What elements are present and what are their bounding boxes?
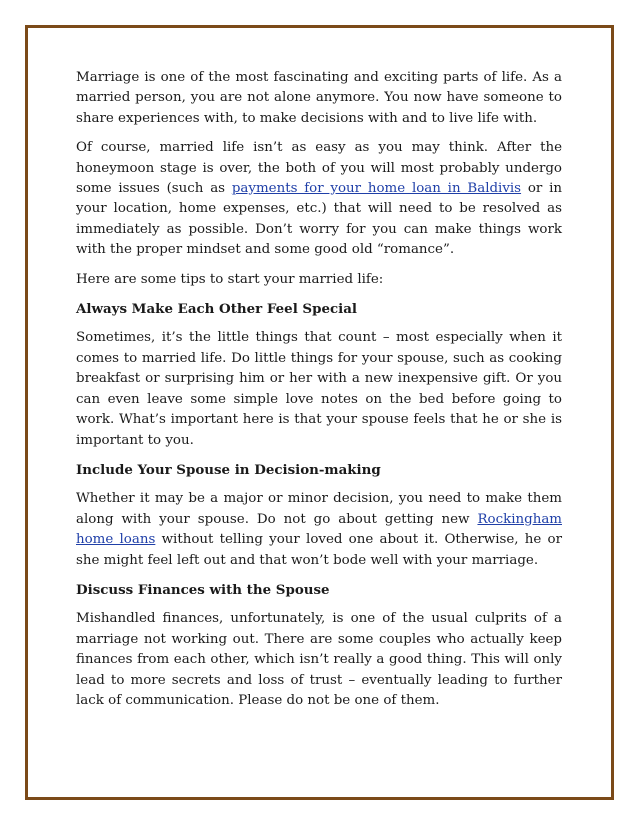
heading-feel-special: Always Make Each Other Feel Special xyxy=(76,301,357,318)
feel-special-paragraph: Sometimes, it’s the little things that count – most especially when it comes to married life. Do little things for your spouse, such as cooking breakfast or surprising him or her with a new inexpensive gift. Or you can even leave some simple love notes on the bed before going to work. What’s important here is that your spouse feels that he or she is important to you. xyxy=(76,330,562,448)
baldivis-home-loan-link[interactable]: payments for your home loan in Baldivis xyxy=(231,181,522,197)
heading-finances: Discuss Finances with the Spouse xyxy=(76,581,330,598)
finances-paragraph: Mishandled finances, unfortunately, is one of the usual culprits of a marriage not working out. There are some couples who actually keep finances from each other, which isn’t really a good thing. This will only lead to more secrets and loss of trust – eventually leading to further lack of communication. Please do not be one of them. xyxy=(76,611,562,708)
honeymoon-text-end: or in your location, home expenses, etc.) that will need to be resolved as immediately as possible. Don’t worry for you can make things work with the proper mindset and some good old “romance”. xyxy=(76,181,562,258)
heading-decision-making: Include Your Spouse in Decision-making xyxy=(76,461,381,478)
honeymoon-text-start: Of course, married life isn’t as easy as you may think. After the honeymoon stage is over, the both of you will most probably undergo some issues (such as xyxy=(76,140,562,197)
document-body xyxy=(76,68,562,720)
honeymoon-paragraph xyxy=(76,138,562,260)
intro-paragraph: Marriage is one of the most fascinating and exciting parts of life. As a married person, you are not alone anymore. You now have someone to share experiences with, to make decisions with and to live life with. xyxy=(76,70,562,126)
decision-text-end: without telling your loved one about it. Otherwise, he or she might feel left out and that won’t bode well with your marriage. xyxy=(76,532,563,568)
decision-making-paragraph xyxy=(76,489,562,571)
decision-text-start: Whether it may be a major or minor decision, you need to make them along with your spouse. Do not go about getting new xyxy=(76,491,562,527)
rockingham-home-loans-link[interactable]: Rockingham home loans xyxy=(76,511,562,548)
tips-intro-paragraph: Here are some tips to start your married life: xyxy=(76,271,384,287)
